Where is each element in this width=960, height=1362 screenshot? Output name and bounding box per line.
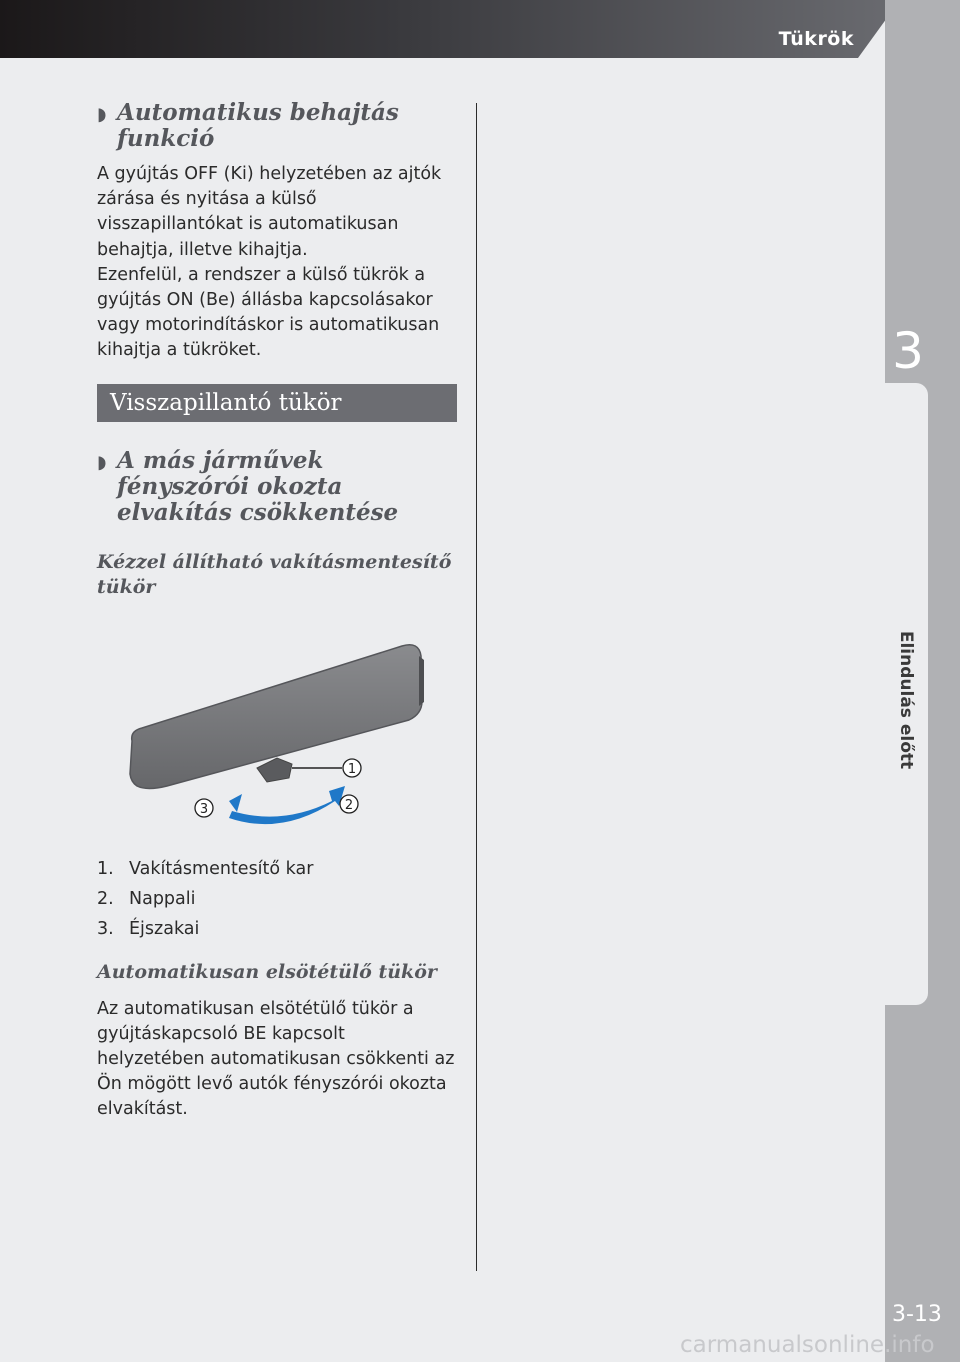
- subheading-manual-mirror: Kézzel állítható vakításmentesítő tükör: [97, 550, 452, 598]
- rearview-mirror-figure: [97, 636, 457, 836]
- auto-fold-paragraph-2: Ezenfelül, a rendszer a külső tükrök a gyújtás ON (Be) állásba kapcsolásakor vagy motorindításkor is automatikusan kihajtja a tükröket.: [97, 264, 440, 361]
- callout-2-label: 2: [344, 797, 354, 813]
- mirror-edge: [419, 656, 424, 706]
- section-heading-glare: ◗ A más járművek fényszórói okozta elvakítás csökkentése: [97, 446, 399, 526]
- section-title-bar: Visszapillantó tükör: [97, 384, 457, 422]
- header-bar: [0, 0, 900, 58]
- lever-motion-arrow: [229, 786, 345, 824]
- chapter-label: Elindulás előtt: [896, 630, 916, 770]
- legend-item: 2. Nappali: [97, 888, 196, 909]
- column-divider: [476, 103, 477, 1271]
- auto-dimming-paragraph: Az automatikusan elsötétülő tükör a gyújtáskapcsoló BE kapcsolt helyzetében automatikusan csökkenti az Ön mögött levő autók fényszórói okozta elvakítást.: [97, 998, 455, 1120]
- main-column: [97, 100, 457, 1123]
- figure-legend: [97, 854, 457, 944]
- section-marker-icon: ◗: [97, 451, 107, 473]
- auto-fold-paragraph-1: A gyújtás OFF (Ki) helyzetében az ajtók zárása és nyitása a külső visszapillantókat is automatikusan behajtja, illetve kihajtja.: [97, 164, 442, 260]
- section-marker-icon: ◗: [97, 104, 107, 125]
- watermark: carmanualsonline.info: [680, 1332, 935, 1358]
- chapter-number: 3: [892, 322, 924, 380]
- page-number: 3-13: [892, 1302, 942, 1327]
- legend-item: 3. Éjszakai: [97, 918, 200, 939]
- subheading-auto-dimming: Automatikusan elsötétülő tükör: [97, 960, 437, 983]
- legend-item: 1. Vakításmentesítő kar: [97, 858, 314, 879]
- callout-1-label: 1: [347, 761, 357, 777]
- lever-motion-arrowhead: [229, 794, 242, 812]
- header-title: Tükrök: [778, 28, 854, 50]
- glare-lever[interactable]: [257, 758, 292, 782]
- callout-3-label: 3: [199, 801, 209, 817]
- section-heading-auto-fold: ◗ Automatikus behajtás funkció: [97, 99, 399, 152]
